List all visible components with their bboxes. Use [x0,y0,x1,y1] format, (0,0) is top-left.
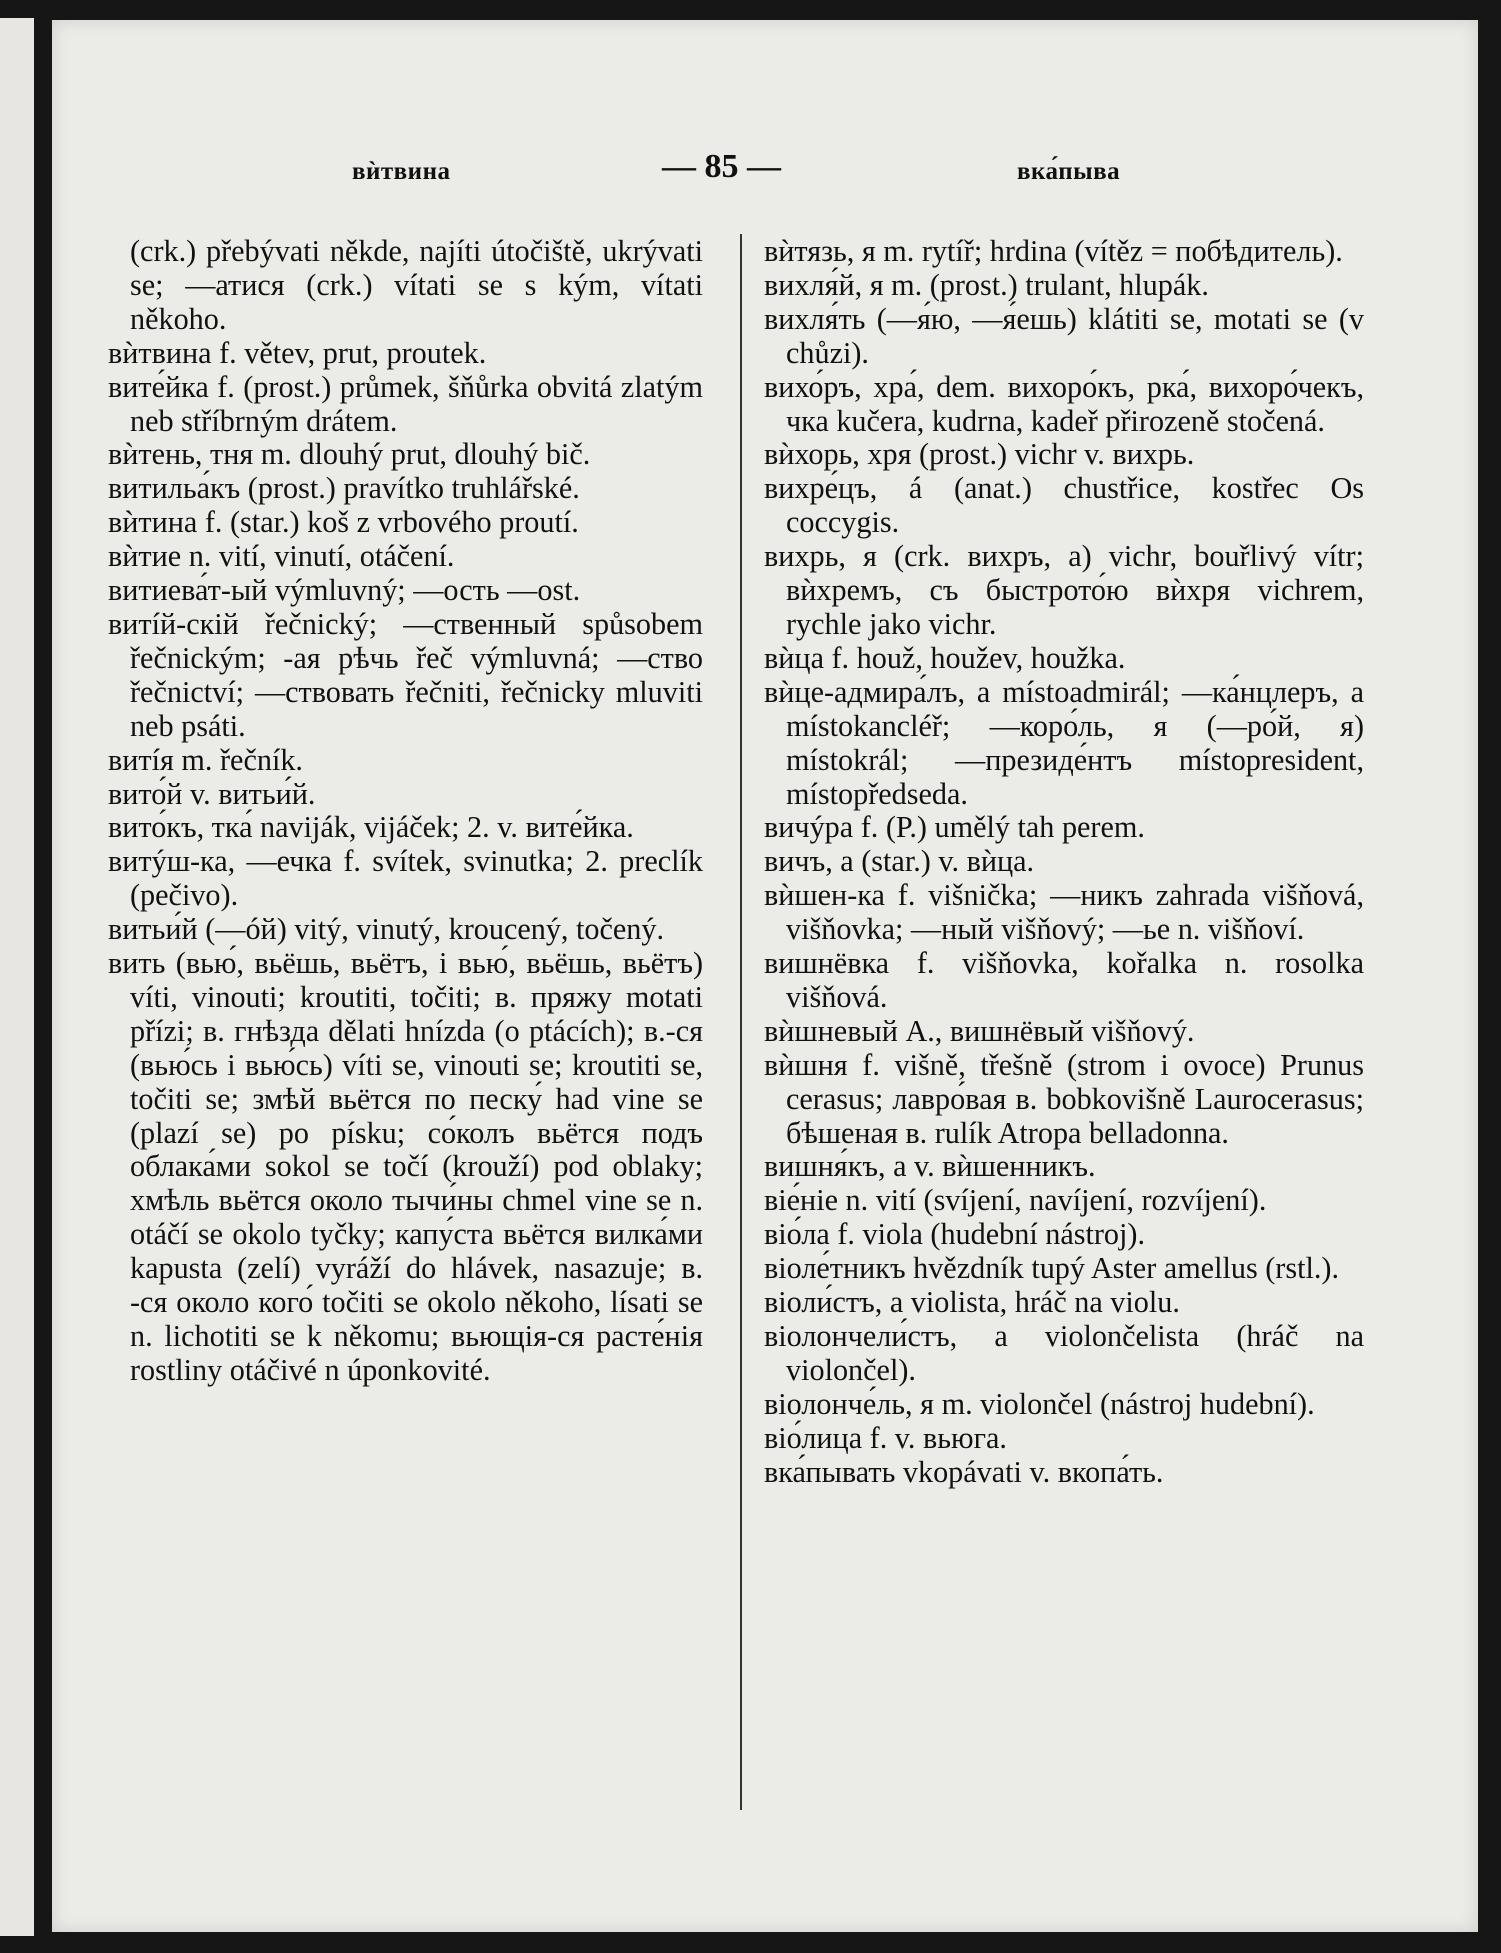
dictionary-entry: вѝхорь, хря (prost.) vichr v. вихрь. [764,437,1195,472]
dictionary-entry: віо́лица f. v. вьюга. [764,1420,1007,1455]
dictionary-entry: віолонче́ль, я m. violončel (nástroj hudební). [764,1386,1315,1421]
adjacent-page-edge [0,18,34,1936]
dictionary-entry: віо́ла f. viola (hudební nástroj). [764,1217,1146,1252]
dictionary-entry: вѝце-адмира́лъ, a místoadmirál; —ка́нцлеръ, a místokancléř; —коро́ль, я (—ро́й, я) místokrál; —президе́нтъ místopresident, místopředseda. [764,674,1364,811]
dictionary-entry: вишня́къ, a v. вѝшенникъ. [764,1149,1096,1184]
left-column [108,235,703,1388]
dictionary-entry: витильа́къ (prost.) pravítko truhlářské. [108,471,580,506]
dictionary-page [52,20,1478,1932]
dictionary-entry: віе́ніе n. vití (svíjení, navíjení, rozvíjení). [764,1183,1267,1218]
column-divider [740,234,742,1810]
dictionary-entry: віоле́тникъ hvězdník tupý Aster amellus (rstl.). [764,1251,1340,1286]
dictionary-entry: вѝшен-ка f. višnička; —никъ zahrada višňová, višňovka; —ный višňový; —ье n. višňoví. [764,878,1364,947]
right-column [764,235,1364,1490]
dictionary-entry: вихо́ръ, хра́, dem. вихоро́къ, рка́, вихоро́чекъ, чка kučera, kudrna, kadeř přirozeně stočená. [764,369,1364,438]
dictionary-entry: вка́пывать vkopávati v. вкопа́ть. [764,1454,1164,1489]
dictionary-entry: вить (вью́, вьёшь, вьётъ, i вью́, вьёшь, вьётъ) víti, vinouti; kroutiti, točiti; в. пряжу motati přízi; в. гнѣзда dělati hnízda (o ptácích); в.-ся (вью́сь i вью́сь) víti se, vinouti se; kroutiti se, točiti se; змѣй вьётся по песку́ had vine se (plazí se) po písku; со́колъ вьётся подъ облака́ми sokol se točí (krouží) pod oblaky; хмѣль вьётся около тычи́ны chmel vine se n. otáčí se okolo tyčky; капу́ста вьётся вилка́ми kapusta (zelí) vyráží do hlávek, nasazuje; в. -ся около кого́ točiti se okolo někoho, lísati se n. lichotiti se k někomu; вьющія-ся расте́нія rostliny otáčivé n úponkovité. [108,946,703,1387]
dictionary-entry: вито́къ, тка́ naviják, vijáček; 2. v. вите́йка. [108,810,634,845]
dictionary-entry: витíй-скій řečnický; —ственный spůsobem řečnickým; -ая рѣчь řeč výmluvná; —ство řečnictví; —ствовать řečniti, řečnicky mluviti neb psáti. [108,606,703,743]
dictionary-entry: вихрь, я (crk. вихръ, a) vichr, bouřlivý vítr; вѝхремъ, съ быстрото́ю вѝхря vichrem, rychle jako vichr. [764,539,1364,641]
running-head [52,138,1478,188]
dictionary-entry: витиева́т-ый výmluvný; —ость —ost. [108,573,581,608]
dictionary-entry: вѝтвина f. větev, prut, proutek. [108,335,487,370]
dictionary-entry: вихля́й, я m. (prost.) trulant, hlupák. [764,267,1209,302]
dictionary-entry: витíя m. řečník. [108,742,303,777]
dictionary-entry: вихре́цъ, á (anat.) chustřice, kostřec Os coccygis. [764,471,1364,540]
dictionary-entry: вѝшня f. višně, třešně (strom i ovoce) Prunus cerasus; лавро́вая в. bobkovišně Laurocerasus; бѣшеная в. rulík Atropa belladonna. [764,1047,1364,1150]
dictionary-entry: вичъ, a (star.) v. вѝца. [764,844,1035,879]
entry-continuation: (crk.) přebývati někde, najíti útočiště, ukrývati se; —атися (crk.) vítati se s kým, vítati někoho. [130,234,703,336]
dictionary-entry: витýш-ка, —ечка f. svítek, svinutka; 2. preclík (pečivo). [108,844,703,913]
dictionary-entry: вѝтина f. (star.) koš z vrbového proutí. [108,505,579,540]
dictionary-entry: вихля́ть (—я́ю, —я́ешь) klátiti se, motati se (v chůzi). [764,301,1364,370]
page-number: — 85 — [662,148,781,185]
dictionary-entry: вичýра f. (P.) umělý tah perem. [764,810,1145,845]
dictionary-entry: вишнёвка f. višňovka, kořalka n. rosolka višňová. [764,946,1364,1014]
dictionary-entry: віолончели́стъ, a violončelista (hráč na violončel). [764,1319,1364,1387]
dictionary-entry: вѝтие n. vití, vinutí, otáčení. [108,539,455,574]
dictionary-entry: витьи́й (—óй) vitý, vinutý, kroucený, točený. [108,912,665,947]
right-guide-word: вка́пыва [1017,158,1121,185]
dictionary-entry: вѝшневый A., вишнёвый višňový. [764,1013,1195,1048]
dictionary-entry: вите́йка f. (prost.) průmek, šňůrka obvitá zlatým neb stříbrným drátem. [108,369,703,438]
dictionary-entry: віоли́стъ, a violista, hráč na violu. [764,1285,1180,1320]
left-guide-word: вѝтвина [352,158,451,185]
dictionary-entry: вѝца f. houž, houžev, houžka. [764,640,1126,675]
dictionary-entry: вѝтень, тня m. dlouhý prut, dlouhý bič. [108,437,591,472]
dictionary-entry: вито́й v. витьи́й. [108,776,316,811]
dictionary-entry: вѝтязь, я m. rytíř; hrdina (vítěz = побѣдитель). [764,234,1343,268]
